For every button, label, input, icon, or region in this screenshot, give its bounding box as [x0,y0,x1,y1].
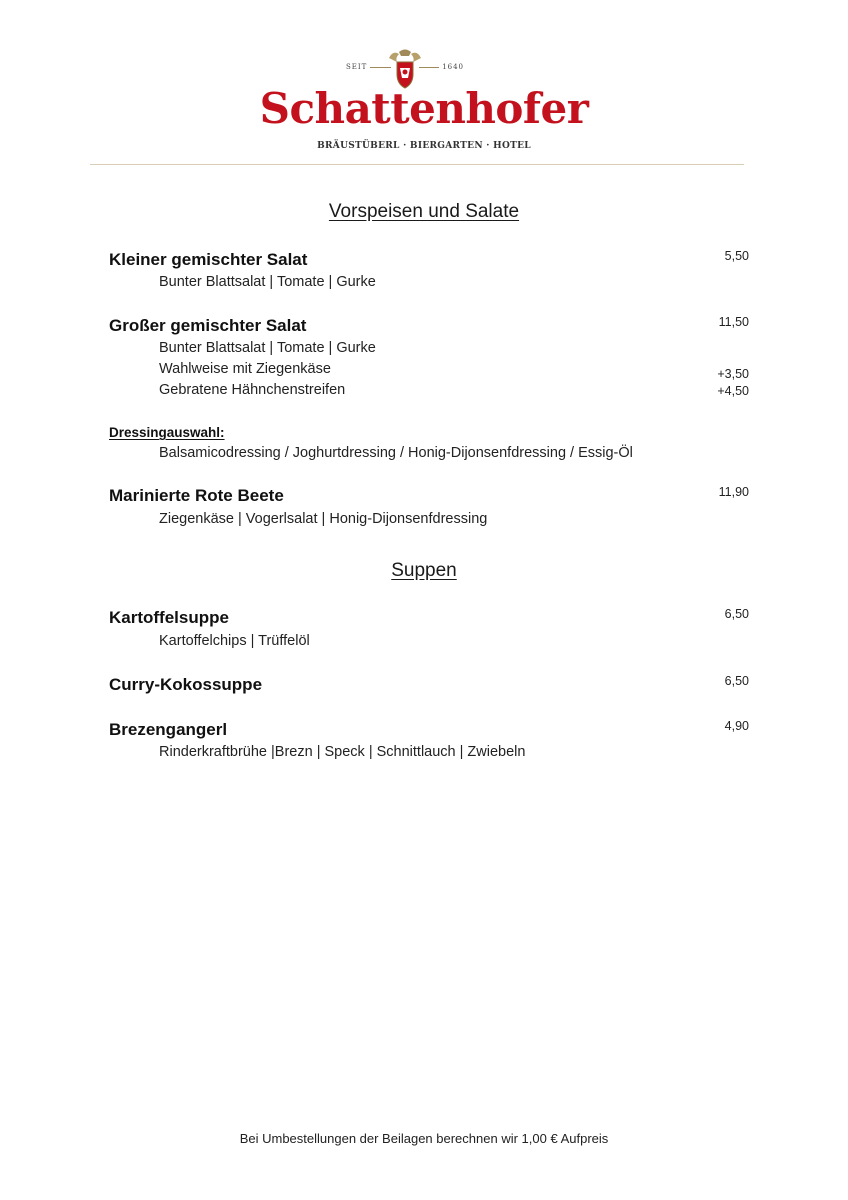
footer-note: Bei Umbestellungen der Beilagen berechnen wir 1,00 € Aufpreis [239,1131,609,1146]
dressing-options: Balsamicodressing / Joghurtdressing / Honig-Dijonsenfdressing / Essig-Öl [159,445,633,461]
menu-item-name: Großer gemischter Salat [109,316,307,335]
logo [0,40,848,160]
menu-item-price: 11,50 [718,315,749,329]
menu-item-description: Kartoffelchips | Trüffelöl [159,633,310,649]
menu-item-description: Rinderkraftbrühe |Brezn | Speck | Schnittlauch | Zwiebeln [159,744,526,760]
menu-item-option: Gebratene Hähnchenstreifen [159,382,346,398]
menu-item-option: Wahlweise mit Ziegenkäse [159,361,331,377]
option-surcharge: +4,50 [717,384,749,398]
since-label: SEIT [346,63,368,71]
menu-item-price: 6,50 [724,674,749,688]
menu-item-price: 5,50 [724,249,749,263]
menu-item-description: Bunter Blattsalat | Tomate | Gurke [159,340,376,356]
menu-item-name: Curry-Kokossuppe [109,675,263,694]
header-divider [90,164,744,165]
brand-tagline: BRÄUSTÜBERL · BIERGARTEN · HOTEL [317,141,531,151]
since-banner [346,63,464,71]
brand-wordmark: Schattenhofer [259,84,589,133]
menu-item-price: 6,50 [724,607,749,621]
section-title-starters: Vorspeisen und Salate [328,201,520,222]
since-year: 1640 [442,63,465,71]
menu-item-description: Ziegenkäse | Vogerlsalat | Honig-Dijonsenfdressing [159,511,488,527]
menu-item-price: 11,90 [718,485,749,499]
menu-item-name: Kleiner gemischter Salat [109,250,308,269]
menu-item-price: 4,90 [724,719,749,733]
menu-item-name: Brezengangerl [109,720,228,739]
menu-item-name: Marinierte Rote Beete [109,486,284,505]
section-title-soups: Suppen [391,560,457,581]
option-surcharge: +3,50 [717,367,749,381]
banner-line-right [419,67,439,68]
menu-item-description: Bunter Blattsalat | Tomate | Gurke [159,274,376,290]
dressing-label: Dressingauswahl: [109,425,225,440]
banner-line-left [370,67,390,68]
menu-item-name: Kartoffelsuppe [109,608,229,627]
